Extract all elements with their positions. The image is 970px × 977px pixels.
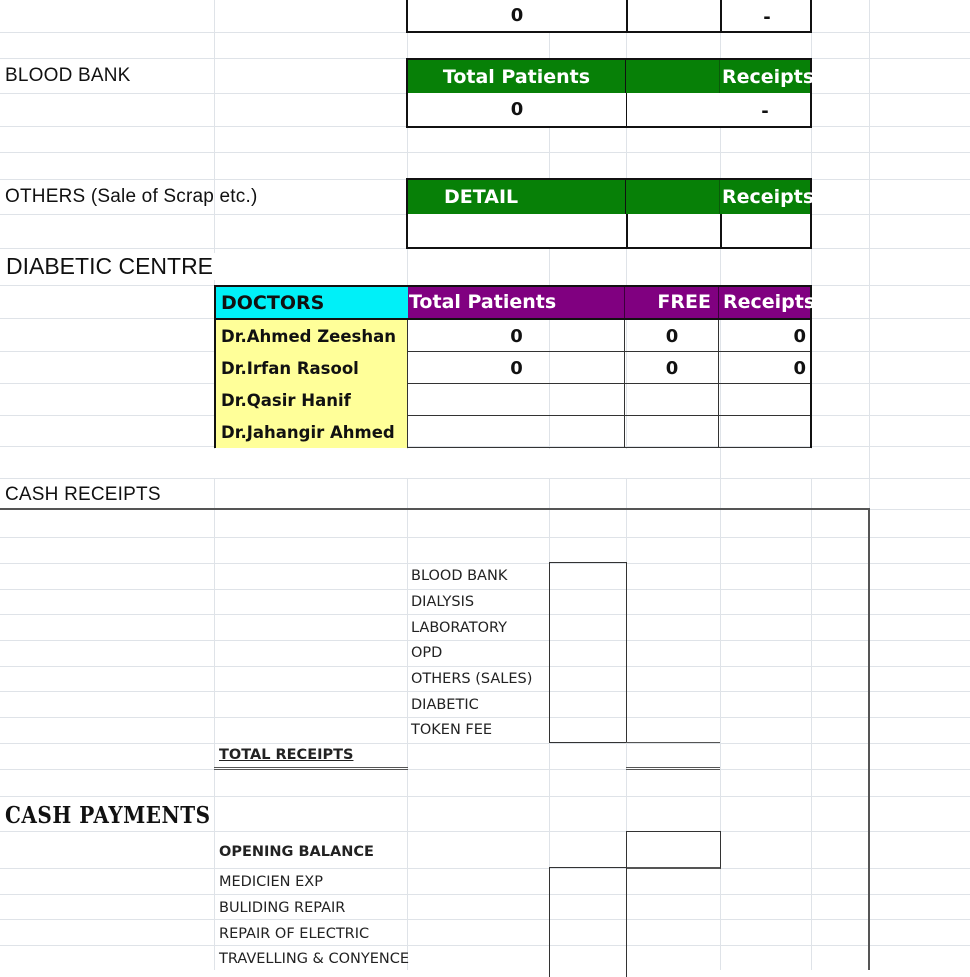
total-patients-cell[interactable] bbox=[409, 384, 625, 416]
payment-item: MEDICIEN EXP bbox=[219, 874, 323, 890]
free-cell[interactable]: 0 bbox=[626, 352, 719, 384]
others-receipts-cell[interactable] bbox=[722, 214, 810, 247]
receipt-item: DIALYSIS bbox=[411, 594, 475, 610]
diabetic-centre-title: DIABETIC CENTRE bbox=[6, 253, 217, 280]
cash-receipts-title: CASH RECEIPTS bbox=[5, 484, 161, 505]
blood-bank-header bbox=[406, 58, 815, 95]
doctor-name-cell[interactable]: Dr.Irfan Rasool bbox=[214, 352, 408, 384]
others-row bbox=[406, 214, 812, 249]
payment-item: TRAVELLING & CONYENCE bbox=[219, 951, 409, 967]
blood-bank-receipts-header: Receipts bbox=[722, 65, 815, 88]
receipts-cell[interactable]: 0 bbox=[720, 352, 812, 384]
others-header bbox=[406, 178, 815, 216]
cash-receipts-frame-top bbox=[0, 508, 870, 510]
receipt-subtotal-line bbox=[626, 742, 720, 743]
receipt-item: BLOOD BANK bbox=[411, 568, 508, 584]
blood-bank-row bbox=[406, 93, 812, 128]
doctor-row bbox=[214, 384, 812, 416]
others-title: OTHERS (Sale of Scrap etc.) bbox=[5, 186, 258, 207]
total-receipts-label: TOTAL RECEIPTS bbox=[219, 747, 354, 763]
blood-bank-title: BLOOD BANK bbox=[5, 65, 131, 86]
receipt-item: OTHERS (SALES) bbox=[411, 671, 533, 687]
doctor-row bbox=[214, 416, 812, 448]
top-receipts-cell[interactable]: - bbox=[763, 7, 771, 28]
diabetic-centre-table bbox=[214, 285, 816, 448]
receipt-item: OPD bbox=[411, 645, 443, 661]
blood-bank-total-patients-cell[interactable]: 0 bbox=[510, 99, 524, 120]
receipt-item: DIABETIC bbox=[411, 697, 479, 713]
opening-balance-label: OPENING BALANCE bbox=[219, 844, 374, 860]
payment-item: BULIDING REPAIR bbox=[219, 900, 346, 916]
total-patients-header: Total Patients bbox=[409, 291, 557, 313]
top-partial-table bbox=[406, 0, 812, 33]
doctor-name-cell[interactable]: Dr.Qasir Hanif bbox=[214, 384, 408, 416]
blood-bank-total-patients-header: Total Patients bbox=[442, 65, 591, 88]
top-total-patients-cell[interactable]: 0 bbox=[510, 5, 524, 26]
doctor-name-cell[interactable]: Dr.Jahangir Ahmed bbox=[214, 416, 408, 448]
opening-balance-cell[interactable] bbox=[626, 831, 721, 869]
receipts-cell[interactable] bbox=[720, 416, 812, 448]
doctors-header: DOCTORS bbox=[214, 285, 408, 320]
total-receipts-underline bbox=[214, 767, 408, 770]
total-patients-cell[interactable] bbox=[409, 416, 625, 448]
free-header: FREE bbox=[657, 291, 711, 313]
total-patients-cell[interactable]: 0 bbox=[409, 320, 625, 352]
receipt-item: LABORATORY bbox=[411, 620, 507, 636]
receipts-cell[interactable]: 0 bbox=[720, 320, 812, 352]
doctor-name-cell[interactable]: Dr.Ahmed Zeeshan bbox=[214, 320, 408, 352]
total-patients-cell[interactable]: 0 bbox=[409, 352, 625, 384]
doctor-row bbox=[214, 352, 812, 384]
payment-amounts-box[interactable] bbox=[549, 867, 627, 977]
blood-bank-receipts-cell[interactable]: - bbox=[761, 101, 769, 122]
receipts-cell[interactable] bbox=[720, 384, 812, 416]
cash-payments-title: CASH PAYMENTS bbox=[5, 801, 211, 829]
total-receipts-value-line[interactable] bbox=[626, 767, 720, 770]
receipts-header: Receipts bbox=[723, 291, 816, 313]
others-receipts-header: Receipts bbox=[722, 186, 815, 208]
payment-item: REPAIR OF ELECTRIC bbox=[219, 926, 370, 942]
receipt-amounts-box[interactable] bbox=[549, 562, 627, 743]
doctor-row bbox=[214, 320, 812, 352]
free-cell[interactable]: 0 bbox=[626, 320, 719, 352]
others-detail-cell[interactable] bbox=[408, 214, 626, 247]
blank-row bbox=[0, 449, 970, 478]
free-cell[interactable] bbox=[626, 416, 719, 448]
receipt-item: TOKEN FEE bbox=[411, 722, 493, 738]
free-cell[interactable] bbox=[626, 384, 719, 416]
others-detail-header: DETAIL bbox=[444, 186, 519, 208]
cash-receipts-frame-right bbox=[868, 508, 870, 970]
